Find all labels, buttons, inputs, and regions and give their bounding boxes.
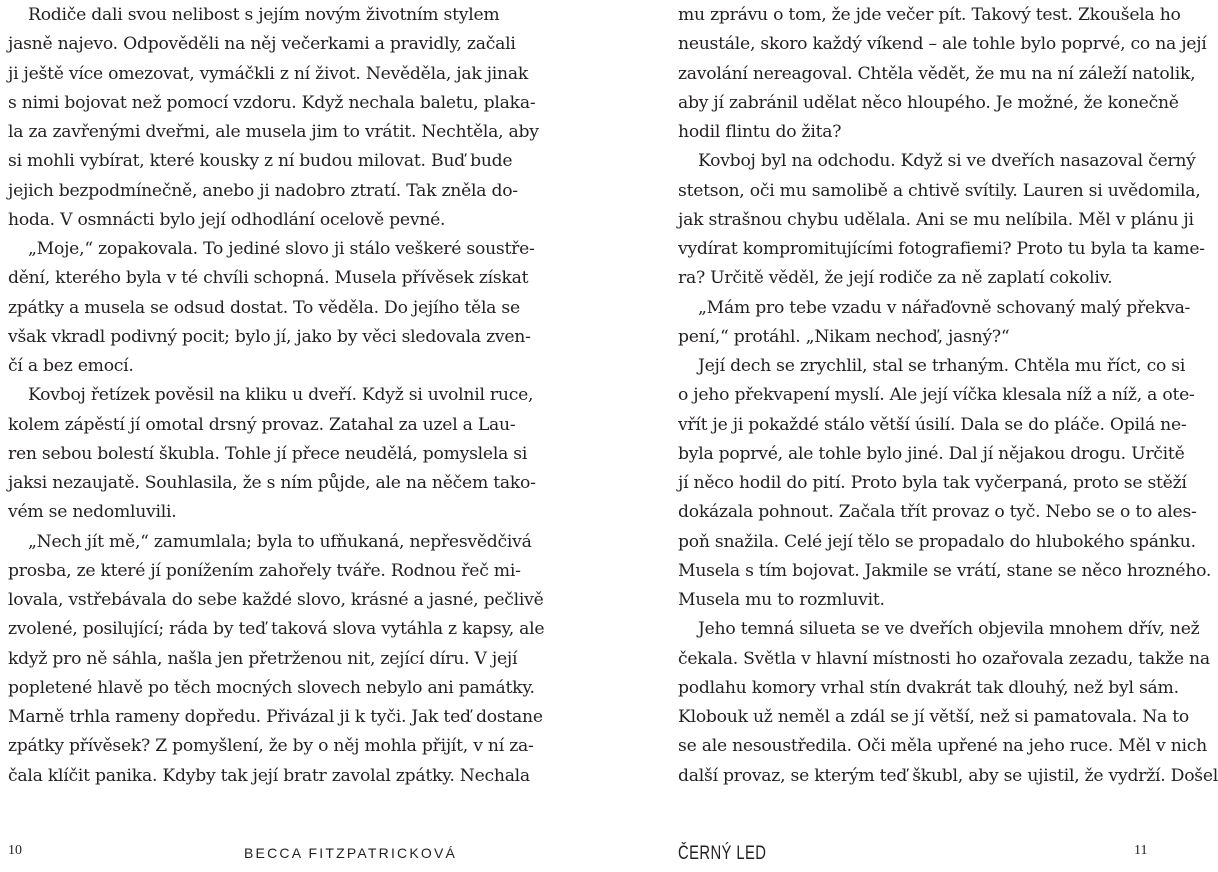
- text-line: byla poprvé, ale tohle bylo jiné. Dal jí nějakou drogu. Určitě: [678, 443, 1185, 464]
- text-line: prosba, ze které jí ponížením zahořely tváře. Rodnou řeč mi-: [8, 560, 521, 581]
- text-line: podlahu komory vrhal stín dvakrát tak dlouhý, než byl sám.: [678, 677, 1179, 698]
- text-line: Marně trhla rameny dopředu. Přivázal ji k tyči. Jak teď dostane: [8, 707, 543, 727]
- left-page-body: [8, 1, 545, 791]
- text-line: Kovboj řetízek pověsil na kliku u dveří. Když si uvolnil ruce,: [28, 385, 534, 406]
- left-page-number: 10: [8, 843, 22, 858]
- text-line: ji ještě více omezovat, vymáčkli z ní život. Nevěděla, jak jinak: [8, 63, 529, 84]
- text-line: když pro ně sáhla, našla jen přetrženou nit, zející díru. V její: [8, 648, 518, 669]
- paragraph: [8, 235, 535, 381]
- text-line: čí a bez emocí.: [8, 356, 134, 376]
- text-line: vém se nedomluvili.: [8, 502, 177, 523]
- text-line: s nimi bojovat než pomocí vzdoru. Když nechala baletu, plaka-: [8, 92, 536, 113]
- text-line: vřít je ji pokaždé stálo větší úsilí. Dala se do pláče. Opilá ne-: [678, 414, 1187, 435]
- text-line: o jeho překvapení myslí. Ale její víčka klesala níž a níž, a ote-: [678, 385, 1195, 406]
- running-head-author: BECCA FITZPATRICKOVÁ: [244, 845, 458, 861]
- text-line: neustále, skoro každý víkend – ale tohle bylo poprvé, co na její: [678, 34, 1207, 55]
- text-line: však vkradl podivný pocit; bylo jí, jako by věci sledovala zven-: [8, 326, 531, 347]
- paragraph: [678, 615, 1218, 791]
- text-line: dokázala pohnout. Začala třít provaz o tyč. Nebo se o to ales-: [678, 502, 1197, 523]
- text-line: jak strašnou chybu udělala. Ani se mu nelíbila. Měl v plánu ji: [678, 209, 1194, 230]
- paragraph: [678, 352, 1212, 615]
- text-line: lovala, vstřebávala do sebe každé slovo, krásné a jasné, pečlivě: [8, 590, 544, 610]
- text-line: vydírat kompromitujícími fotografiemi? Proto tu byla ta kame-: [678, 239, 1205, 259]
- paragraph: [678, 147, 1205, 293]
- text-line: stetson, oči mu samolibě a chtivě svítily. Lauren si uvědomila,: [678, 180, 1201, 201]
- text-line: la za zavřenými dveřmi, ale musela jim to vrátit. Nechtěla, aby: [8, 122, 539, 142]
- text-line: Jeho temná silueta se ve dveřích objevila mnohem dřív, než: [698, 619, 1200, 640]
- text-line: „Nech jít mě,“ zamumlala; byla to ufňukaná, nepřesvědčivá: [28, 531, 532, 552]
- text-line: poň snažila. Celé její tělo se propadalo do hlubokého spánku.: [678, 531, 1196, 552]
- paragraph: [8, 381, 536, 527]
- text-line: „Moje,“ zopakovala. To jediné slovo ji stálo veškeré soustře-: [28, 239, 535, 259]
- text-line: Její dech se zrychlil, stal se trhaným. Chtěla mu říct, co si: [698, 356, 1186, 376]
- text-line: zpátky přívěsek? Z pomyšlení, že by o něj mohla přijít, v ní za-: [8, 736, 534, 757]
- text-line: jí něco hodil do pití. Proto byla tak vyčerpaná, proto se stěží: [678, 473, 1187, 493]
- text-line: kolem zápěstí jí omotal drsný provaz. Zatahal za uzel a Lau-: [8, 414, 516, 435]
- text-line: hodil flintu do žita?: [678, 122, 842, 142]
- text-line: čala klíčit panika. Kdyby tak její bratr zavolal zpátky. Nechala: [8, 765, 530, 786]
- text-line: ren sebou bolestí škubla. Tohle jí přece neudělá, pomyslela si: [8, 443, 528, 464]
- text-line: další provaz, se kterým teď škubl, aby se ujistil, že vydrží. Došel: [678, 765, 1218, 786]
- text-line: dění, kterého byla v té chvíli schopná. Musela přívěsek získat: [8, 268, 529, 289]
- text-line: zpátky a musela se odsud dostat. To věděla. Do jejího těla se: [8, 297, 520, 318]
- text-line: Kovboj byl na odchodu. Když si ve dveřích nasazoval černý: [698, 151, 1196, 172]
- text-line: Klobouk už neměl a zdál se jí větší, než si pamatovala. Na to: [678, 707, 1189, 727]
- text-line: zvolené, posilující; ráda by teď taková slova vytáhla z kapsy, ale: [8, 619, 545, 640]
- right-page-number: 11: [1134, 843, 1148, 858]
- text-line: mu zprávu o tom, že jde večer pít. Takový test. Zkoušela ho: [678, 5, 1181, 25]
- paragraph: [678, 294, 1191, 353]
- text-line: Rodiče dali svou nelibost s jejím novým životním stylem: [28, 5, 500, 25]
- right-page-body: [678, 1, 1218, 791]
- text-line: popletené hlavě po těch mocných slovech nebylo ani památky.: [8, 677, 535, 698]
- text-line: čekala. Světla v hlavní místnosti ho ozařovala zezadu, takže na: [678, 648, 1210, 669]
- text-line: Musela mu to rozmluvit.: [678, 590, 885, 610]
- text-line: ra? Určitě věděl, že její rodiče za ně zaplatí cokoliv.: [678, 268, 1113, 289]
- text-line: se ale nesoustředila. Oči měla upřené na jeho ruce. Měl v nich: [678, 736, 1207, 757]
- text-line: si mohli vybírat, které kousky z ní budou milovat. Buď bude: [8, 151, 513, 172]
- paragraph: [8, 528, 545, 791]
- running-head-title: ČERNÝ LED: [678, 843, 767, 864]
- text-line: jasně najevo. Odpověděli na něj večerkami a pravidly, začali: [8, 34, 516, 55]
- text-line: Musela s tím bojovat. Jakmile se vrátí, stane se něco hrozného.: [678, 560, 1212, 581]
- text-line: zavolání nereagoval. Chtěla vědět, že mu na ní záleží natolik,: [678, 63, 1196, 84]
- text-line: jejich bezpodmínečně, anebo ji nadobro ztratí. Tak zněla do-: [8, 180, 518, 201]
- text-line: pení,“ protáhl. „Nikam nechoď, jasný?“: [678, 326, 1010, 347]
- paragraph: [678, 1, 1207, 147]
- text-line: aby jí zabránil udělat něco hloupého. Je možné, že konečně: [678, 92, 1179, 113]
- paragraph: [8, 1, 539, 235]
- text-line: hoda. V osmnácti bylo její odhodlání ocelově pevné.: [8, 209, 446, 230]
- text-line: „Mám pro tebe vzadu v nářaďovně schovaný malý překva-: [698, 297, 1191, 318]
- text-line: jaksi nezaujatě. Souhlasila, že s ním půjde, ale na něčem tako-: [8, 473, 536, 493]
